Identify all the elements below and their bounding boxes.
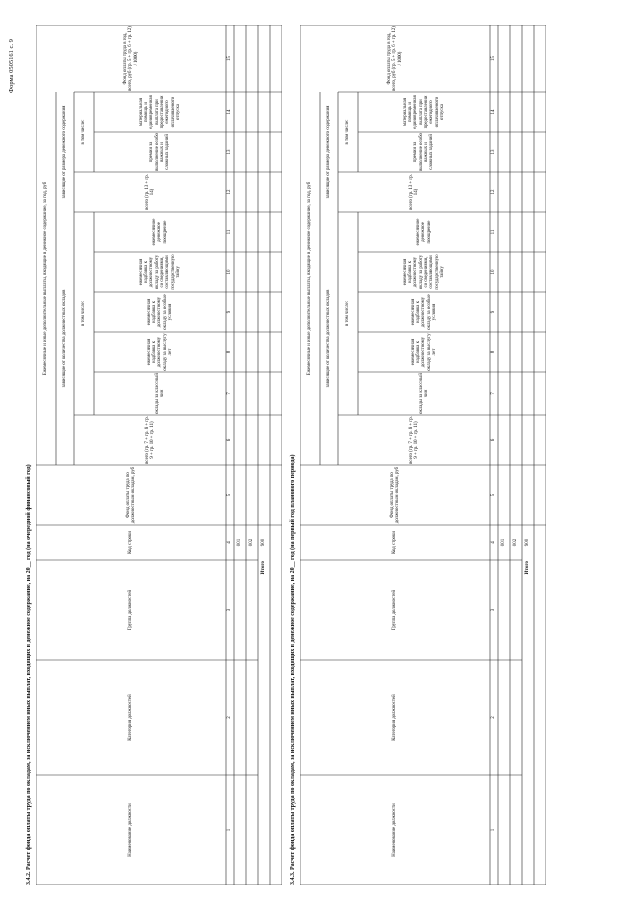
section-1-title: 3.4.2. Расчет фонда оплаты труда по окладам, за исключением иных выплат, входящих в денежное содержание, на 20__ год (на очередной финансовый год) [26,464,32,885]
header-position-name: Наименование должности [128,803,134,857]
header-class-rank: оклады за классный чин [154,373,165,414]
col-number: 4 [227,541,233,544]
col-number: 10 [227,269,233,275]
col-number: 1 [491,828,497,832]
col-number: 13 [491,149,497,155]
col-number: 6 [491,438,497,442]
header-seniority: ежемесячная надбавка к должностному окладу за выслугу лет [146,333,173,371]
row-code: 002 [249,538,255,547]
header-total-count: всего (гр. 7 + гр. 8 + гр. 9 + гр. 10 + гр. 11) [408,416,419,464]
col-number: 12 [491,189,497,195]
form-code: Форма 0505161 с. 9 [8,39,15,93]
header-position-category: Категория должностей [392,694,398,741]
col-number: 6 [227,438,233,442]
header-depends-on-salary: зависящие от размера денежного содержания [326,105,332,199]
header-special-conditions: ежемесячная надбавка к должностному окладу за особые условия [410,294,437,330]
col-number: 8 [227,350,233,354]
col-number: 9 [491,310,497,314]
col-number: 11 [227,229,233,235]
col-number: 10 [491,269,497,275]
col-number: 7 [227,392,233,395]
col-number: 2 [491,716,497,719]
salary-fund-table-1 [36,25,282,885]
header-total-salary: всего (гр. 13 + гр. 14) [408,174,419,210]
header-position-group: Группа должностей [392,589,398,631]
header-salary-fund: Фонд оплаты труда по должностным окладам, руб [125,466,136,524]
col-number: 1 [227,828,233,832]
header-state-secret: ежемесячная надбавка к должностному окладу за работу со сведениями, составляющими государственную тайну [402,254,445,290]
row-code: 002 [513,538,519,547]
col-number: 14 [227,109,233,115]
row-code: 001 [501,538,507,547]
row-code: 900 [525,538,531,547]
col-number: 5 [227,493,233,497]
header-in-that-1: в том числе: [345,301,351,327]
col-number: 7 [491,392,497,395]
col-number: 5 [491,493,497,497]
header-depends-on-salary: зависящие от размера денежного содержания [62,105,68,199]
header-seniority: ежемесячная надбавка к должностному окладу за выслугу лет [410,333,437,371]
header-position-group: Группа должностей [128,589,134,631]
header-position-category: Категория должностей [128,694,134,741]
header-material-aid: материальная помощь и единовременная выплата при предоставлении ежегодного оплачиваемого отпуска [402,95,445,129]
header-row-code: Код строки [128,531,134,554]
header-premiums: премии за выполнение особо важных и сложных заданий [149,133,171,171]
header-monthly-bonus: ежемесячное денежное поощрение [416,218,432,246]
col-number: 11 [491,229,497,235]
salary-fund-table-2 [300,25,546,885]
header-additional-payments: Ежемесячные и иные дополнительные выплаты, входящие в денежное содержание, за год, руб [307,181,313,376]
header-salary-fund: Фонд оплаты труда по должностным окладам, руб [389,466,400,524]
header-premiums: премии за выполнение особо важных и сложных заданий [413,133,435,171]
header-special-conditions: ежемесячная надбавка к должностному окладу за особые условия [146,294,173,330]
col-number: 3 [227,608,233,612]
header-state-secret: ежемесячная надбавка к должностному окладу за работу со сведениями, составляющими государственную тайну [138,254,181,290]
total-label: Итого [261,561,267,575]
header-in-that-2: в том числе: [81,119,87,145]
col-number: 2 [227,716,233,719]
header-total-salary: всего (гр. 13 + гр. 14) [144,174,155,210]
total-label: Итого [525,561,531,575]
col-number: 8 [491,350,497,354]
header-depends-on-count: зависящие от количества должностных окладов [326,289,332,388]
header-in-that-1: в том числе: [81,301,87,327]
row-code: 900 [261,538,267,547]
header-annual-fund: Фонд оплаты труда в год, всего, руб (гр. 5 + гр. 6 + гр. 12) / 1000) [387,26,403,91]
header-depends-on-count: зависящие от количества должностных окладов [62,289,68,388]
col-number: 3 [491,608,497,612]
col-number: 15 [491,56,497,61]
row-code: 001 [237,538,243,547]
header-row-code: Код строки [392,531,398,554]
col-number: 13 [227,149,233,155]
header-position-name: Наименование должности [392,803,398,857]
col-number: 4 [491,541,497,544]
header-class-rank: оклады за классный чин [418,373,429,414]
col-number: 15 [227,56,233,61]
header-total-count: всего (гр. 7 + гр. 8 + гр. 9 + гр. 10 + гр. 11) [144,416,155,464]
header-annual-fund: Фонд оплаты труда в год, всего, руб (гр. 5 + гр. 6 + гр. 12) / 1000) [123,26,139,91]
col-number: 12 [227,189,233,195]
header-in-that-2: в том числе: [345,119,351,145]
col-number: 14 [491,109,497,115]
header-monthly-bonus: ежемесячное денежное поощрение [152,218,168,246]
header-material-aid: материальная помощь и единовременная выплата при предоставлении ежегодного оплачиваемого отпуска [138,95,181,129]
section-2-title: 3.4.3. Расчет фонда оплаты труда по окладам, за исключением иных выплат, входящих в денежное содержание, на 20__ год (на первый год планового периода) [290,454,296,885]
header-additional-payments: Ежемесячные и иные дополнительные выплаты, входящие в денежное содержание, за год, руб [43,181,49,376]
col-number: 9 [227,310,233,314]
